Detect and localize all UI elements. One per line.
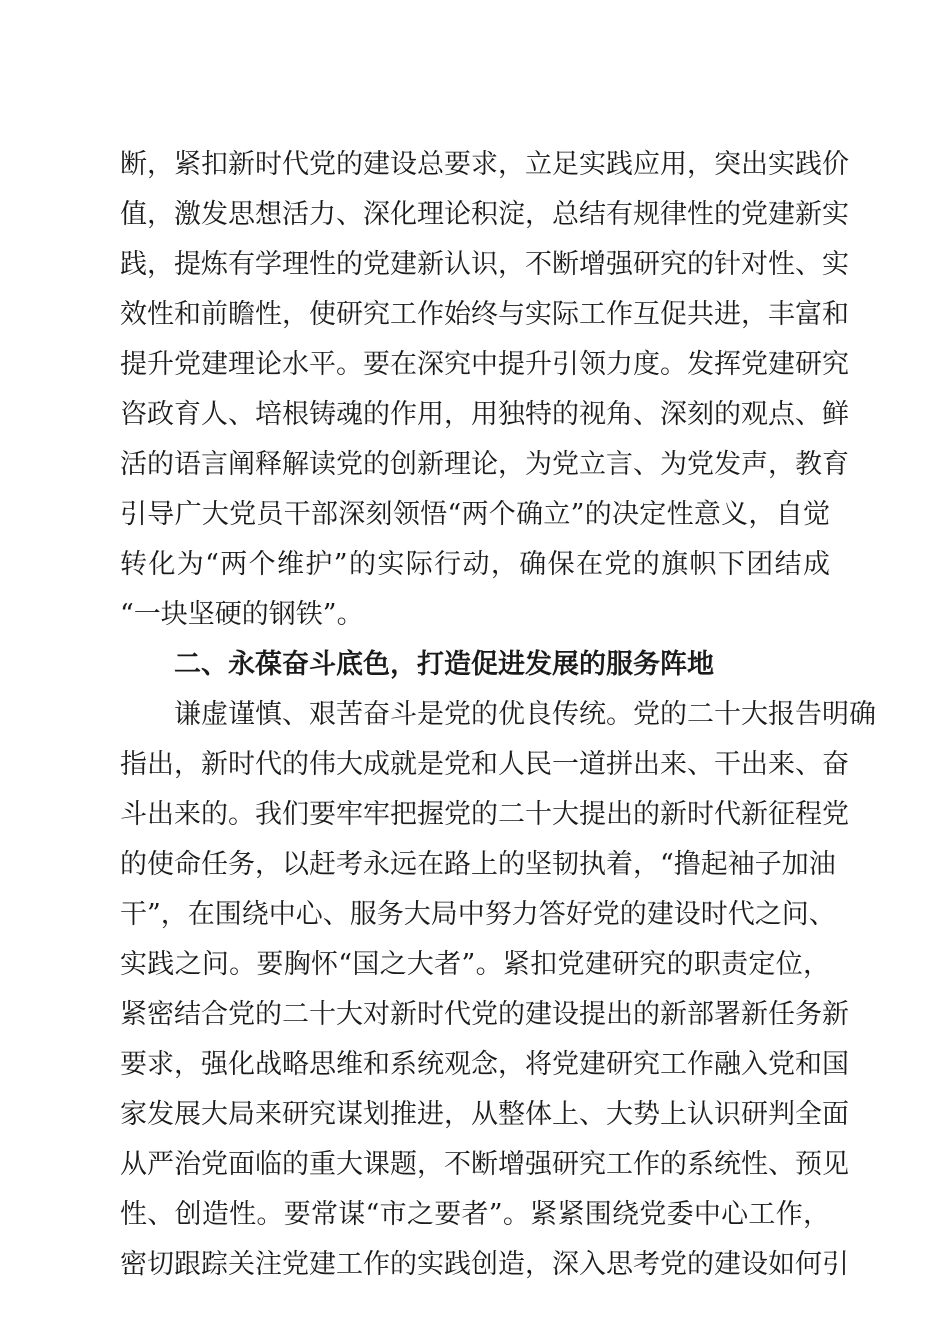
paragraph-line: 引导广大党员干部深刻领悟“两个确立”的决定性意义，自觉 (120, 499, 830, 530)
paragraph-line: 转化为“两个维护”的实际行动，确保在党的旗帜下团结成 (120, 549, 830, 580)
paragraph-line: 从严治党面临的重大课题，不断增强研究工作的系统性、预见 (120, 1149, 849, 1180)
paragraph-line: 密切跟踪关注党建工作的实践创造，深入思考党的建设如何引 (120, 1249, 849, 1280)
paragraph-line: 干”，在围绕中心、服务大局中努力答好党的建设时代之问、 (120, 899, 836, 930)
paragraph-line: 指出，新时代的伟大成就是党和人民一道拼出来、干出来、奋 (120, 749, 849, 780)
paragraph-line: 活的语言阐释解读党的创新理论，为党立言、为党发声，教育 (120, 449, 849, 480)
paragraph-line: 家发展大局来研究谋划推进，从整体上、大势上认识研判全面 (120, 1099, 849, 1130)
paragraph-line: 谦虚谨慎、艰苦奋斗是党的优良传统。党的二十大报告明确 (174, 699, 876, 730)
paragraph-line: 的使命任务，以赶考永远在路上的坚韧执着，“撸起袖子加油 (120, 849, 836, 880)
paragraph-line: 实践之问。要胸怀“国之大者”。紧扣党建研究的职责定位， (120, 949, 830, 980)
paragraph-line: 效性和前瞻性，使研究工作始终与实际工作互促共进，丰富和 (120, 299, 849, 330)
paragraph-line: 咨政育人、培根铸魂的作用，用独特的视角、深刻的观点、鲜 (120, 399, 849, 430)
paragraph-line: 性、创造性。要常谋“市之要者”。紧紧围绕党委中心工作， (120, 1199, 830, 1230)
paragraph-line: 值，激发思想活力、深化理论积淀，总结有规律性的党建新实 (120, 199, 849, 230)
paragraph-line: 斗出来的。我们要牢牢把握党的二十大提出的新时代新征程党 (120, 799, 849, 830)
paragraph-line: 提升党建理论水平。要在深究中提升引领力度。发挥党建研究 (120, 349, 849, 380)
paragraph-line: “一块坚硬的钢铁”。 (120, 599, 364, 630)
paragraph-line: 践，提炼有学理性的党建新认识，不断增强研究的针对性、实 (120, 249, 849, 280)
section-heading: 二、永葆奋斗底色，打造促进发展的服务阵地 (174, 649, 714, 680)
paragraph-line: 紧密结合党的二十大对新时代党的建设提出的新部署新任务新 (120, 999, 849, 1030)
paragraph-line: 要求，强化战略思维和系统观念，将党建研究工作融入党和国 (120, 1049, 849, 1080)
paragraph-line: 断，紧扣新时代党的建设总要求，立足实践应用，突出实践价 (120, 149, 849, 180)
